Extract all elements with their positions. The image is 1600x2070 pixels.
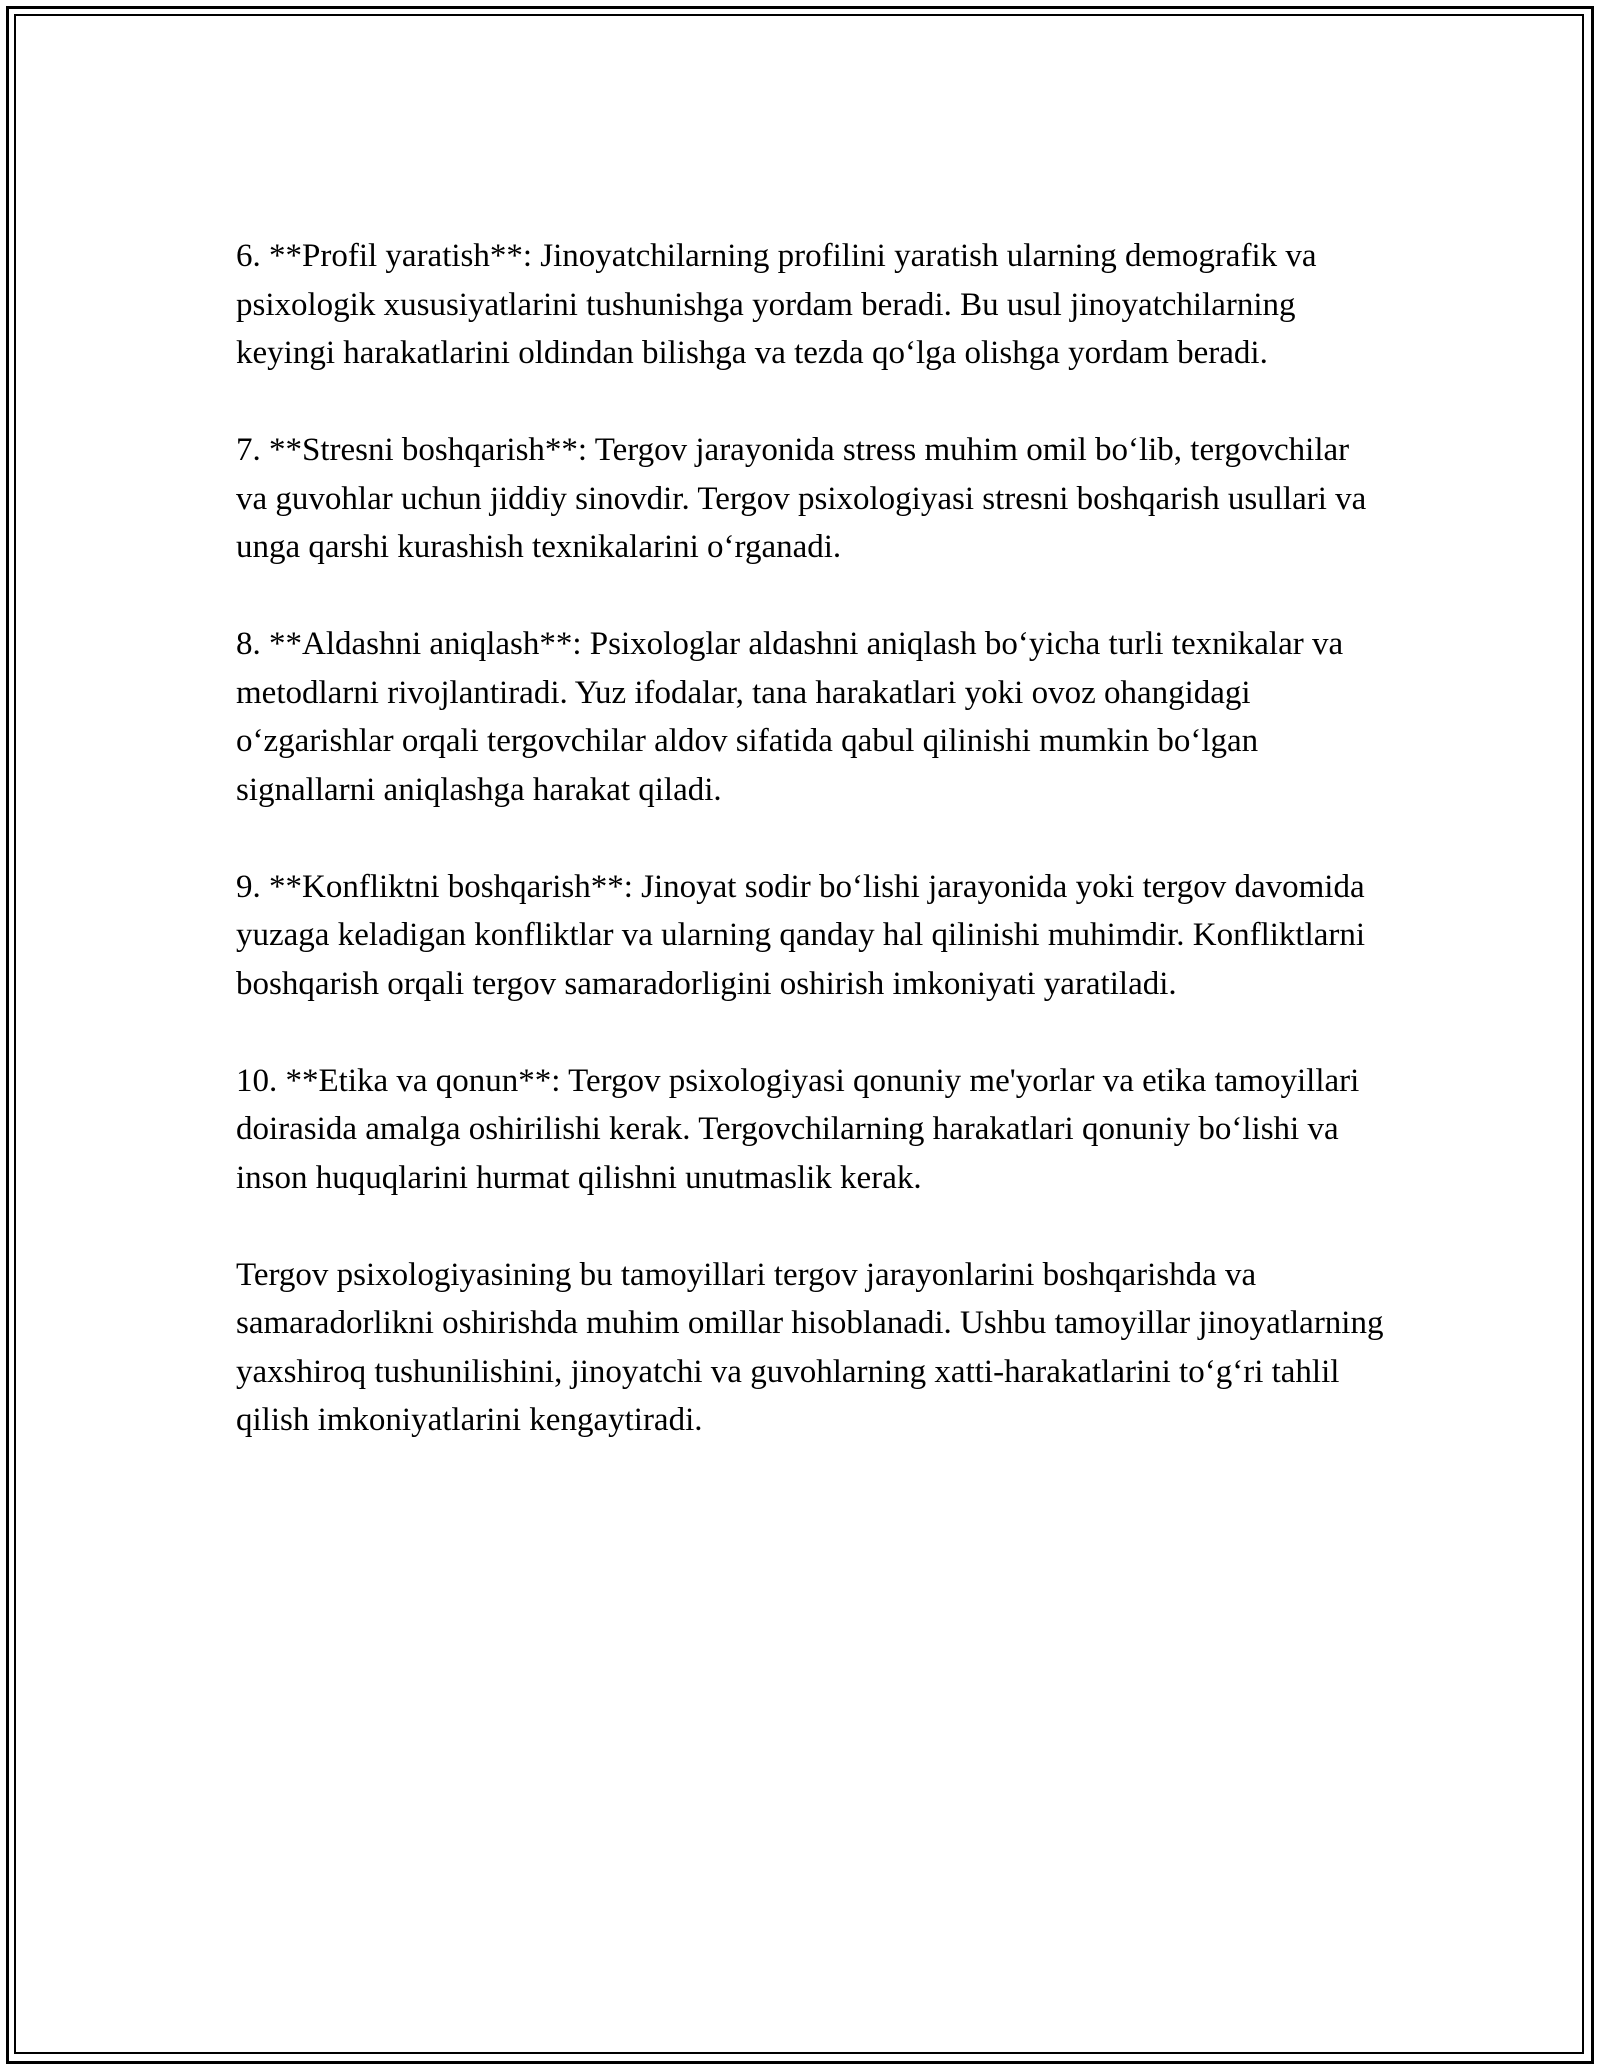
- paragraph-conclusion: Tergov psixologiyasining bu tamoyillari tergov jarayonlarini boshqarishda va samaradorlikni oshirishda muhim omillar hisoblanadi. Ushbu tamoyillar jinoyatlarning yaxshiroq tushunilishini, jinoyatchi va guvohlarning xatti-harakatlarini to‘g‘ri tahlil qilish imkoniyatlarini kengaytiradi.: [236, 1256, 1384, 1438]
- paragraph-aldashni-aniqlash: 8. **Aldashni aniqlash**: Psixologlar aldashni aniqlash bo‘yicha turli texnikalar va metodlarni rivojlantiradi. Yuz ifodalar, tana harakatlari yoki ovoz ohangidagi o‘zgarishlar orqali tergovchilar aldov sifatida qabul qilinishi mumkin bo‘lgan signallarni aniqlashga harakat qiladi.: [236, 626, 1344, 808]
- document-body: [236, 232, 1386, 1493]
- paragraph-etika-va-qonun: 10. **Etika va qonun**: Tergov psixologiyasi qonuniy me'yorlar va etika tamoyillari doirasida amalga oshirilishi kerak. Tergovchilarning harakatlari qonuniy bo‘lishi va inson huquqlarini hurmat qilishni unutmaslik kerak.: [236, 1062, 1360, 1196]
- paragraph-konfliktni-boshqarish: 9. **Konfliktni boshqarish**: Jinoyat sodir bo‘lishi jarayonida yoki tergov davomida yuzaga keladigan konfliktlar va ularning qanday hal qilinishi muhimdir. Konfliktlarni boshqarish orqali tergov samaradorligini oshirish imkoniyati yaratiladi.: [236, 868, 1366, 1002]
- paragraph-profil-yaratish: 6. **Profil yaratish**: Jinoyatchilarning profilini yaratish ularning demografik va psixologik xususiyatlarini tushunishga yordam beradi. Bu usul jinoyatchilarning keyingi harakatlarini oldindan bilishga va tezda qo‘lga olishga yordam beradi.: [236, 238, 1317, 371]
- paragraph-stresni-boshqarish: 7. **Stresni boshqarish**: Tergov jarayonida stress muhim omil bo‘lib, tergovchilar va guvohlar uchun jiddiy sinovdir. Tergov psixologiyasi stresni boshqarish usullari va unga qarshi kurashish texnikalarini o‘rganadi.: [236, 432, 1367, 565]
